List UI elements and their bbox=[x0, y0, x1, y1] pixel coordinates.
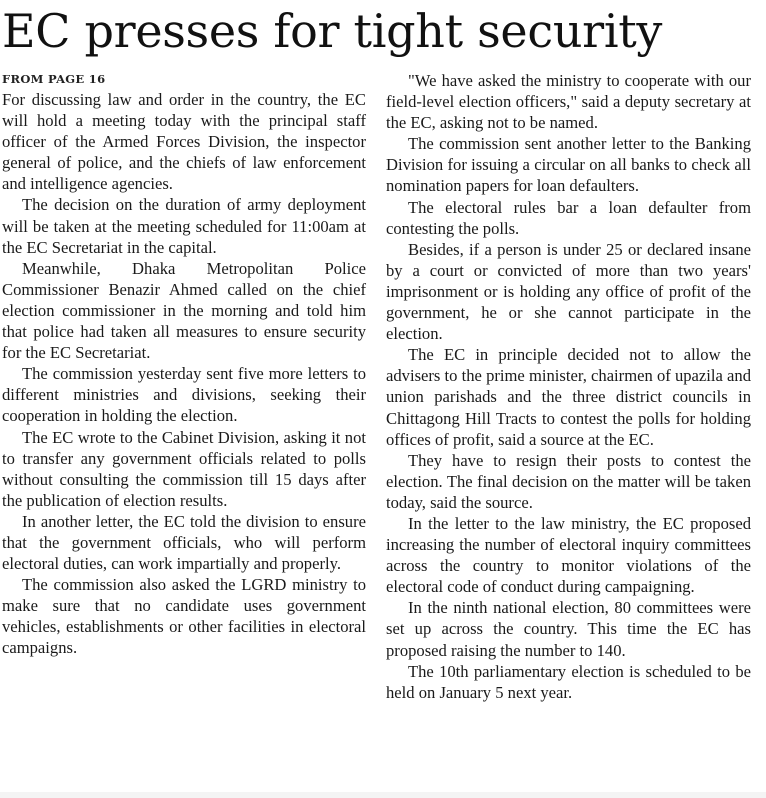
paragraph: For discussing law and order in the country, the EC will hold a meeting today with the principal staff officer of the Armed Forces Division, the inspector general of police, and the chiefs of law enforcement and intelligence agencies. bbox=[2, 90, 366, 194]
right-column bbox=[386, 70, 751, 703]
paragraph: The commission also asked the LGRD ministry to make sure that no candidate uses government vehicles, establishments or other facilities in electoral campaigns. bbox=[2, 575, 366, 658]
paragraph: "We have asked the ministry to cooperate with our field-level election officers," said a deputy secretary at the EC, asking not to be named. bbox=[386, 71, 751, 133]
page-bottom-edge bbox=[0, 792, 766, 798]
paragraph: The EC in principle decided not to allow the advisers to the prime minister, chairmen of upazila and union parishads and the three district councils in Chittagong Hill Tracts to contest the polls for holding offices of profit, said a source at the EC. bbox=[386, 345, 751, 449]
paragraph: They have to resign their posts to contest the election. The final decision on the matter will be taken today, said the source. bbox=[386, 450, 751, 512]
jump-line: FROM PAGE 16 bbox=[2, 72, 106, 86]
paragraph: In the ninth national election, 80 committees were set up across the country. This time the EC has proposed raising the number to 140. bbox=[386, 598, 751, 660]
paragraph: Meanwhile, Dhaka Metropolitan Police Commissioner Benazir Ahmed called on the chief election commissioner in the morning and told him that police had taken all measures to ensure security for the EC Secretariat. bbox=[2, 258, 366, 363]
paragraph: The commission sent another letter to the Banking Division for issuing a circular on all banks to check all nomination papers for loan defaulters. bbox=[386, 134, 751, 196]
paragraph: The 10th parliamentary election is scheduled to be held on January 5 next year. bbox=[386, 661, 751, 702]
paragraph: In the letter to the law ministry, the EC proposed increasing the number of electoral inquiry committees across the country to monitor violations of the electoral code of conduct during campaigning. bbox=[386, 513, 751, 597]
paragraph: The electoral rules bar a loan defaulter from contesting the polls. bbox=[386, 197, 751, 238]
paragraph: The decision on the duration of army deployment will be taken at the meeting scheduled for 11:00am at the EC Secretariat in the capital. bbox=[2, 195, 366, 257]
left-column bbox=[2, 70, 366, 659]
paragraph: The EC wrote to the Cabinet Division, asking it not to transfer any government officials related to polls without consulting the commission till 15 days after the publication of election results. bbox=[2, 427, 366, 510]
paragraph: The commission yesterday sent five more letters to different ministries and divisions, seeking their cooperation in holding the election. bbox=[2, 364, 366, 426]
headline: EC presses for tight security bbox=[2, 4, 663, 58]
paragraph: Besides, if a person is under 25 or declared insane by a court or convicted of more than two years' imprisonment or is holding any office of profit of the government, he or she cannot participate in the election. bbox=[386, 239, 751, 344]
paragraph: In another letter, the EC told the division to ensure that the government officials, who will perform electoral duties, can work impartially and properly. bbox=[2, 511, 366, 574]
